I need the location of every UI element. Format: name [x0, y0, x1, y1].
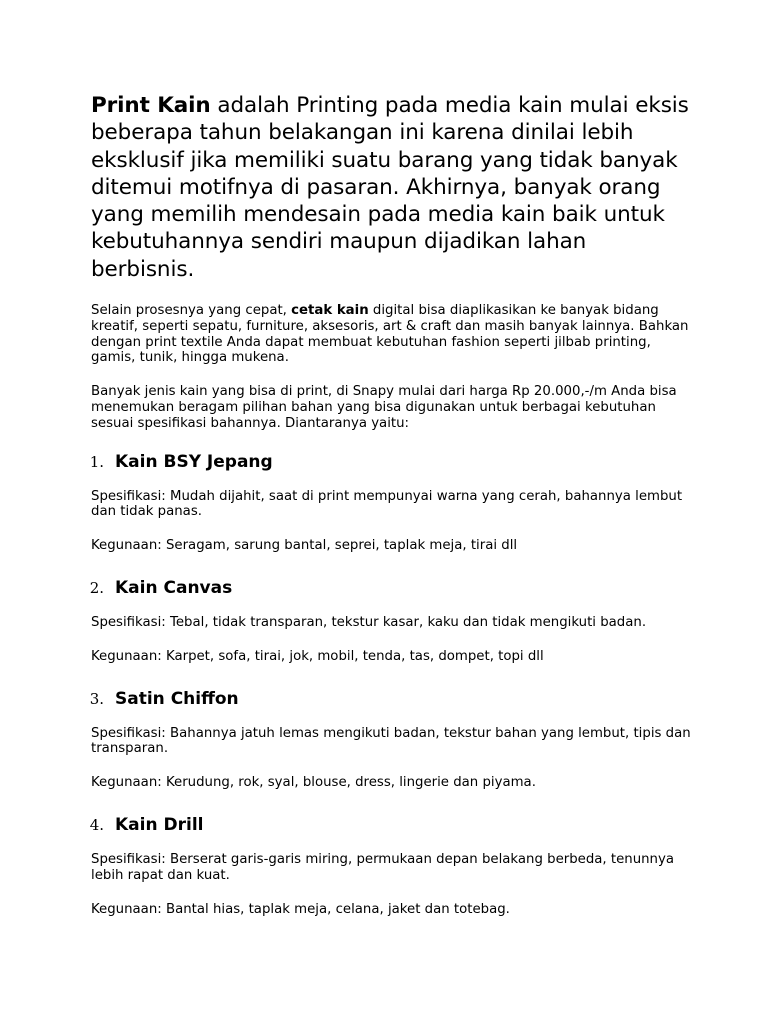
- list-item-title: Satin Chiffon: [115, 688, 239, 709]
- item-kegunaan: Kegunaan: Karpet, sofa, tirai, jok, mobil, tenda, tas, dompet, topi dll: [91, 648, 544, 664]
- item-kegunaan: Kegunaan: Kerudung, rok, syal, blouse, dress, lingerie dan piyama.: [91, 775, 536, 791]
- list-item-number: 4.: [89, 816, 104, 835]
- item-spesifikasi: Spesifikasi: Berserat garis-garis miring, permukaan depan belakang berbeda, tenunnya lebih rapat dan kuat.: [91, 852, 675, 883]
- list-item-number: 2.: [89, 579, 104, 598]
- item-kegunaan: Kegunaan: Bantal hias, taplak meja, celana, jaket dan totebag.: [91, 901, 510, 917]
- document-page: [91, 92, 691, 917]
- para1-bold-term: cetak kain: [291, 303, 369, 319]
- intro-paragraph: [91, 92, 691, 283]
- intro-text: adalah Printing pada media kain mulai eksis beberapa tahun belakangan ini karena dinilai lebih eksklusif jika memiliki suatu barang yang tidak banyak ditemui motifnya di pasaran. Akhirnya, banyak orang yang memilih mendesain pada media kain baik untuk kebutuhannya sendiri maupun dijadikan lahan berbisnis.: [91, 93, 689, 282]
- paragraph-cetak-kain: [91, 303, 691, 366]
- para1-after: digital bisa diaplikasikan ke banyak bidang kreatif, seperti sepatu, furniture, aksesoris, art & craft dan masih banyak lainnya. Bahkan dengan print textile Anda dapat membuat kebutuhan fashion seperti jilbab printing, gamis, tunik, hingga mukena.: [91, 303, 689, 366]
- list-item-title: Kain BSY Jepang: [115, 451, 273, 472]
- intro-bold-term: Print Kain: [91, 93, 211, 118]
- item-spesifikasi: Spesifikasi: Tebal, tidak transparan, tekstur kasar, kaku dan tidak mengikuti badan.: [91, 615, 647, 631]
- list-item-heading: [91, 452, 691, 472]
- item-spesifikasi: Spesifikasi: Mudah dijahit, saat di print mempunyai warna yang cerah, bahannya lembut dan tidak panas.: [91, 488, 683, 520]
- list-item-title: Kain Canvas: [115, 578, 233, 599]
- para1-before: Selain prosesnya yang cepat,: [91, 303, 292, 319]
- paragraph-jenis-kain: Banyak jenis kain yang bisa di print, di Snapy mulai dari harga Rp 20.000,-/m Anda bisa menemukan beragam pilihan bahan yang bisa digunakan untuk berbagai kebutuhan sesuai spesifikasi bahannya. Diantaranya yaitu:: [91, 384, 677, 431]
- list-item-heading: [91, 689, 691, 709]
- item-kegunaan: Kegunaan: Seragam, sarung bantal, seprei, taplak meja, tirai dll: [91, 538, 518, 554]
- list-item-number: 3.: [89, 689, 104, 708]
- list-item-title: Kain Drill: [115, 815, 204, 836]
- item-spesifikasi: Spesifikasi: Bahannya jatuh lemas mengikuti badan, tekstur bahan yang lembut, tipis dan transparan.: [91, 725, 691, 757]
- list-item-heading: [91, 815, 691, 835]
- list-item-heading: [91, 578, 691, 598]
- list-item-number: 1.: [89, 452, 104, 471]
